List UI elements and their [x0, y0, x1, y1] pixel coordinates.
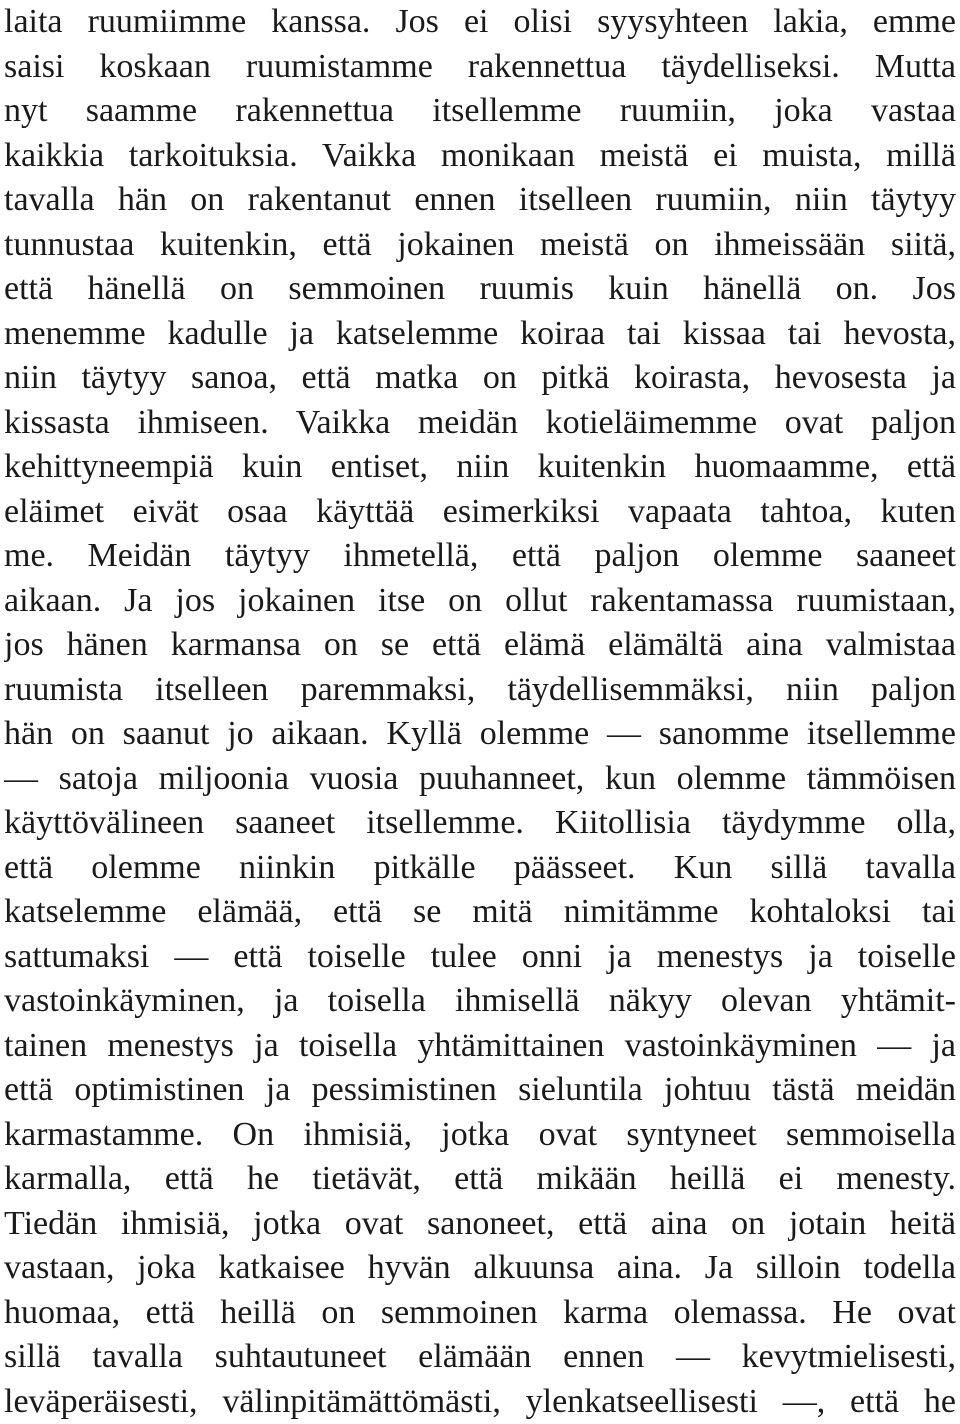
text-line: käyttövälineen saaneet itsellemme. Kiitollisia täydymme olla,: [4, 801, 956, 846]
text-line: niin täytyy sanoa, että matka on pitkä koirasta, hevosesta ja: [4, 356, 956, 401]
text-line: tavalla hän on rakentanut ennen itselleen ruumiin, niin täytyy: [4, 178, 956, 223]
text-line: laita ruumiimme kanssa. Jos ei olisi syysyhteen lakia, emme: [4, 0, 956, 45]
text-line: että olemme niinkin pitkälle päässeet. Kun sillä tavalla: [4, 846, 956, 891]
text-line: nyt saamme rakennettua itsellemme ruumiin, joka vastaa: [4, 89, 956, 134]
text-line: vastoinkäyminen, ja toisella ihmisellä näkyy olevan yhtämit-: [4, 979, 956, 1024]
text-line: tainen menestys ja toisella yhtämittainen vastoinkäyminen — ja: [4, 1024, 956, 1069]
text-line: saisi koskaan ruumistamme rakennettua täydelliseksi. Mutta: [4, 45, 956, 90]
text-line: jos hänen karmansa on se että elämä elämältä aina valmistaa: [4, 623, 956, 668]
text-line: että hänellä on semmoinen ruumis kuin hänellä on. Jos: [4, 267, 956, 312]
text-line: ruumista itselleen paremmaksi, täydellisemmäksi, niin paljon: [4, 668, 956, 713]
text-line: hän on saanut jo aikaan. Kyllä olemme — sanomme itsellemme: [4, 712, 956, 757]
text-line: Tiedän ihmisiä, jotka ovat sanoneet, että aina on jotain heitä: [4, 1202, 956, 1247]
text-line: katselemme elämää, että se mitä nimitämme kohtaloksi tai: [4, 890, 956, 935]
text-line: aikaan. Ja jos jokainen itse on ollut rakentamassa ruumistaan,: [4, 579, 956, 624]
text-line: — satoja miljoonia vuosia puuhanneet, kun olemme tämmöisen: [4, 757, 956, 802]
text-line: sattumaksi — että toiselle tulee onni ja menestys ja toiselle: [4, 935, 956, 980]
text-line: menemme kadulle ja katselemme koiraa tai kissaa tai hevosta,: [4, 312, 956, 357]
text-line: me. Meidän täytyy ihmetellä, että paljon olemme saaneet: [4, 534, 956, 579]
text-line: että optimistinen ja pessimistinen sieluntila johtuu tästä meidän: [4, 1068, 956, 1113]
text-line: kehittyneempiä kuin entiset, niin kuitenkin huomaamme, että: [4, 445, 956, 490]
text-line: sillä tavalla suhtautuneet elämään ennen — kevytmielisesti,: [4, 1335, 956, 1380]
text-line: kaikkia tarkoituksia. Vaikka monikaan meistä ei muista, millä: [4, 134, 956, 179]
text-line: eläimet eivät osaa käyttää esimerkiksi vapaata tahtoa, kuten: [4, 490, 956, 535]
text-line: leväperäisesti, välinpitämättömästi, ylenkatseellisesti —, että he: [4, 1380, 956, 1424]
text-line: tunnustaa kuitenkin, että jokainen meistä on ihmeissään siitä,: [4, 223, 956, 268]
text-line: karmalla, että he tietävät, että mikään heillä ei menesty.: [4, 1157, 956, 1202]
text-line: vastaan, joka katkaisee hyvän alkuunsa aina. Ja silloin todella: [4, 1246, 956, 1291]
text-line: kissasta ihmiseen. Vaikka meidän kotieläimemme ovat paljon: [4, 401, 956, 446]
text-line: huomaa, että heillä on semmoinen karma olemassa. He ovat: [4, 1291, 956, 1336]
text-line: karmastamme. On ihmisiä, jotka ovat syntyneet semmoisella: [4, 1113, 956, 1158]
